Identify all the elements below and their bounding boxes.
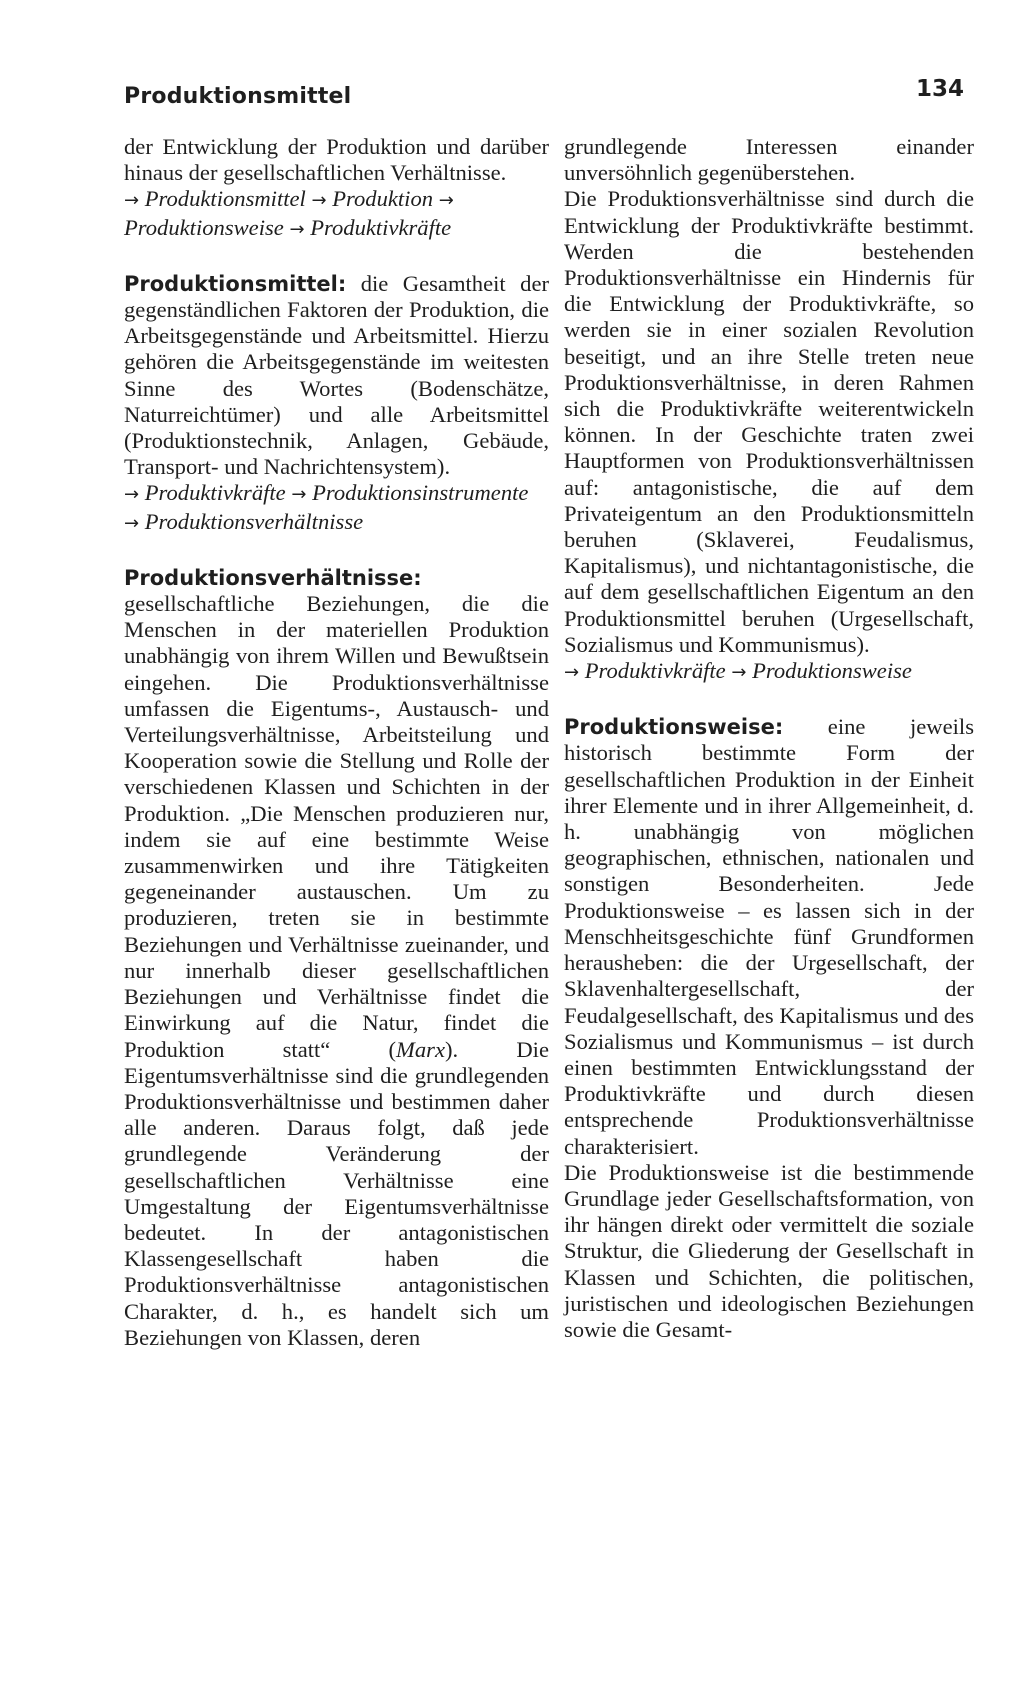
page-number: 134 bbox=[915, 76, 964, 102]
cross-reference-link[interactable]: Produktionsweise bbox=[124, 214, 284, 240]
entry-term: Produktionsmittel: bbox=[124, 271, 347, 296]
entry-produktionsverhaeltnisse bbox=[124, 565, 549, 1351]
continuation-cross-references bbox=[564, 658, 974, 686]
arrow-icon: → bbox=[124, 190, 140, 212]
entry-definition: eine jeweils historisch bestimmte Form der gesellschaftlichen Produktion in der Einheit ihrer Elemente und in ihrer Allgemeinheit, d. h. unabhängig von möglichen geographischen, ethnischen, nationalen und sonstigen Besonderheiten. Jede Produktionsweise – es lassen sich in der Menschheitsgeschichte fünf Grundformen herausheben: die der Urgesellschaft, der Sklavenhaltergesellschaft, der Feudalgesellschaft, des Kapitalismus und des Sozialismus und Kommunismus – ist durch einen bestimmten Entwicklungsstand der Produktivkräfte und durch diesen entsprechende Produktionsverhältnisse charakterisiert. bbox=[564, 714, 974, 1159]
entry-cross-references bbox=[124, 480, 549, 536]
cross-reference-link[interactable]: Produktivkräfte bbox=[310, 214, 452, 240]
left-column bbox=[124, 134, 549, 1351]
entry-definition-continued: ). Die Eigentumsverhältnisse sind die grundlegenden Produktionsverhältnisse und bestimmen daher alle anderen. Daraus folgt, daß jede grundlegende Veränderung der gesellschaftlichen Verhältnisse eine Umgestaltung der Eigentumsverhältnisse bedeutet. In der antagonistischen Klassengesellschaft haben die Produktionsverhältnisse antagonistischen Charakter, d. h., es handelt sich um Beziehungen von Klassen, deren bbox=[124, 1036, 549, 1350]
entry-definition: gesellschaftliche Beziehungen, die die Menschen in der materiellen Produktion unabhängig von ihrem Willen und Bewußtsein eingehen. Die Produktionsverhältnisse umfassen die Eigentums-, Austausch- und Verteilungsverhältnisse, Arbeitsteilung und Kooperation sowie die Stellung und Rolle der verschiedenen Klassen und Schichten in der Produktion. „Die Menschen produzieren nur, indem sie auf eine bestimmte Weise zusammenwirken und ihre Tätigkeiten gegeneinander austauschen. Um zu produzieren, treten sie in bestimmte Beziehungen und Verhältnisse zueinander, und nur innerhalb dieser gesellschaftlichen Beziehungen und Verhältnisse findet die Einwirkung auf die Natur, findet die Produktion statt“ ( bbox=[124, 591, 549, 1062]
entry-produktionsmittel bbox=[124, 271, 549, 481]
cross-reference-link[interactable]: Produktionsweise bbox=[752, 658, 912, 684]
arrow-icon: → bbox=[291, 484, 307, 506]
intro-cross-references bbox=[124, 186, 549, 242]
entry-term: Produktionsweise: bbox=[564, 715, 784, 740]
entry-term: Produktionsverhältnisse: bbox=[124, 565, 422, 590]
entry-produktionsweise bbox=[564, 714, 974, 1159]
page-header bbox=[124, 76, 964, 120]
arrow-icon: → bbox=[311, 190, 327, 212]
quote-source: Marx bbox=[396, 1036, 445, 1062]
cross-reference-link[interactable]: Produktion bbox=[332, 186, 434, 212]
cross-reference-link[interactable]: Produktivkräfte bbox=[584, 658, 726, 684]
continuation-paragraph: Die Produktionsverhältnisse sind durch die Entwicklung der Produktivkräfte bestimmt. Werden die bestehenden Produktionsverhältnisse ein Hindernis für die Entwicklung der Produktivkräfte, so werden sie in einer sozialen Revolution beseitigt, und an ihre Stelle treten neue Produktionsverhältnisse, in deren Rahmen sich die Produktivkräfte weiterentwickeln können. In der Geschichte traten zwei Hauptformen von Produktionsverhältnissen auf: antagonistische, die auf dem Privateigentum an den Produktionsmitteln beruhen (Sklaverei, Feudalismus, Kapitalismus), und nichtantagonistische, die auf dem gesellschaftlichen Eigentum an den Produktionsmittel beruhen (Urgesellschaft, Sozialismus und Kommunismus). bbox=[564, 186, 974, 657]
arrow-icon: → bbox=[124, 512, 140, 534]
cross-reference-link[interactable]: Produktivkräfte bbox=[144, 480, 286, 506]
continuation-paragraph: grundlegende Interessen einander unversöhnlich gegenüberstehen. bbox=[564, 134, 974, 186]
running-head: Produktionsmittel bbox=[124, 84, 352, 109]
entry-definition: die Gesamtheit der gegenständlichen Faktoren der Produktion, die Arbeitsgegenstände und Arbeitsmittel. Hierzu gehören die Arbeitsgegenstände im weitesten Sinne des Wortes (Bodenschätze, Naturreichtümer) und alle Arbeitsmittel (Produktionstechnik, Anlagen, Gebäude, Transport- und Nachrichtensystem). bbox=[124, 270, 549, 480]
cross-reference-link[interactable]: Produktionsmittel bbox=[144, 186, 306, 212]
intro-paragraph: der Entwicklung der Produktion und darüber hinaus der gesellschaftlichen Verhältnisse. bbox=[124, 134, 549, 186]
arrow-icon: → bbox=[564, 662, 580, 684]
arrow-icon: → bbox=[124, 484, 140, 506]
cross-reference-link[interactable]: Produktionsinstrumente bbox=[312, 480, 529, 506]
right-column bbox=[564, 134, 974, 1343]
arrow-icon: → bbox=[438, 190, 454, 212]
entry-paragraph: Die Produktionsweise ist die bestimmende Grundlage jeder Gesellschaftsformation, von ihr hängen direkt oder vermittelt die soziale Struktur, die Gliederung der Gesellschaft in Klassen und Schichten, die politischen, juristischen und ideologischen Beziehungen sowie die Gesamt- bbox=[564, 1159, 974, 1342]
arrow-icon: → bbox=[289, 218, 305, 240]
arrow-icon: → bbox=[731, 662, 747, 684]
cross-reference-link[interactable]: Produktionsverhältnisse bbox=[144, 508, 364, 534]
